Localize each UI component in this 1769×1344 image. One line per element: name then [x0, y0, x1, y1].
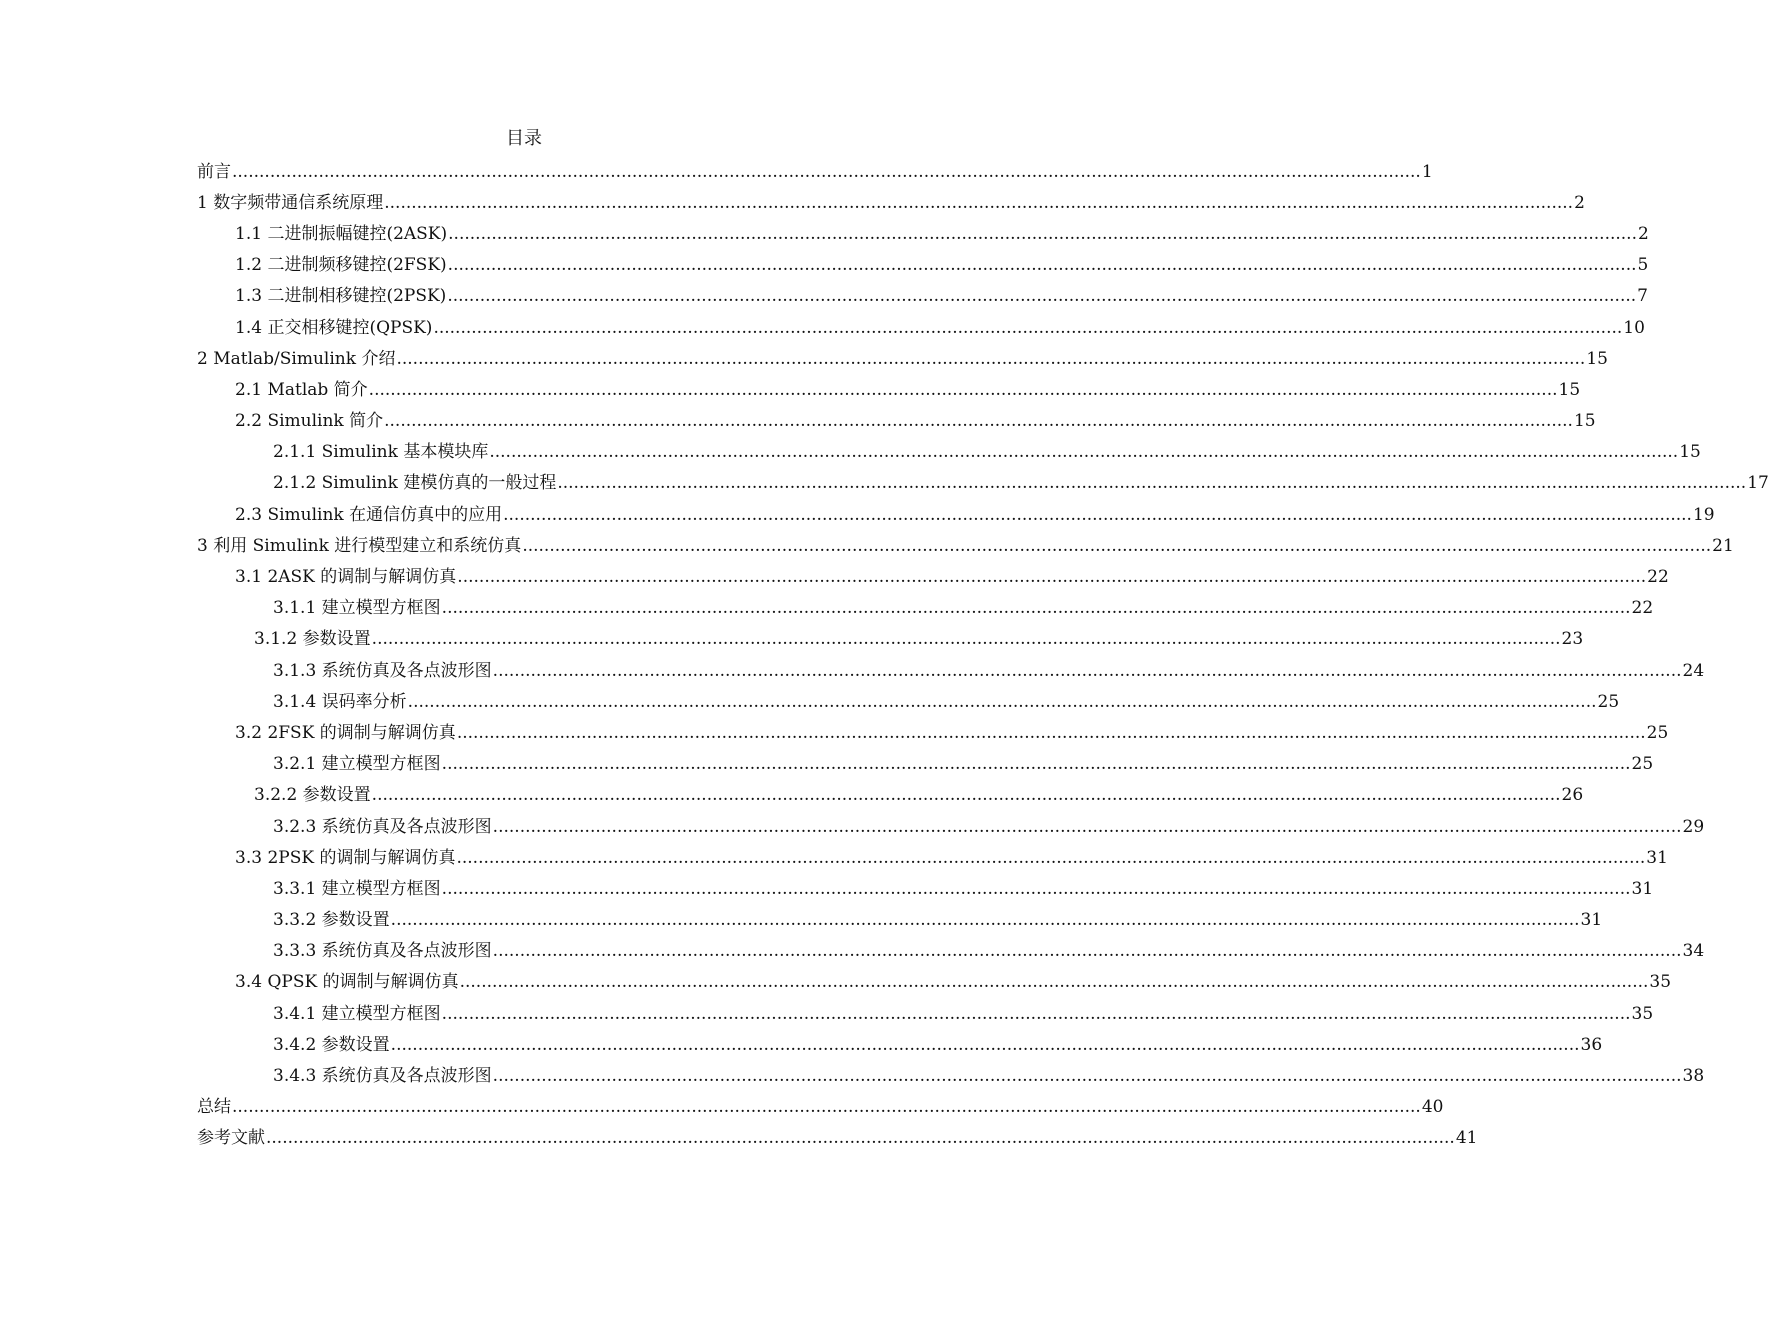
- toc-entry-label: 1.1 二进制振幅键控(2ASK): [235, 223, 448, 244]
- toc-entry-page: 40: [1421, 1097, 1444, 1118]
- toc-entry-page: 38: [1682, 1066, 1705, 1087]
- toc-entry-label: 2 Matlab/Simulink 介绍: [197, 348, 396, 369]
- toc-entry-page: 5: [1637, 255, 1649, 276]
- toc-leader-dots: ............................................................................................................................................................................................................................: [384, 411, 1573, 432]
- toc-leader-dots: ............................................................................................................................................................................................................................: [492, 660, 1682, 681]
- toc-entry-label: 3.4 QPSK 的调制与解调仿真: [235, 972, 459, 993]
- toc-entry-page: 15: [1558, 379, 1581, 400]
- toc-entry-label: 1.3 二进制相移键控(2PSK): [235, 286, 447, 307]
- toc-leader-dots: ............................................................................................................................................................................................................................: [492, 816, 1682, 837]
- toc-entry[interactable]: [197, 780, 1584, 811]
- toc-entry-page: 21: [1712, 535, 1734, 556]
- toc-entry[interactable]: [197, 936, 1705, 967]
- toc-entry-label: 1.4 正交相移键控(QPSK): [235, 317, 433, 338]
- toc-entry-label: 3.4.1 建立模型方框图: [273, 1003, 441, 1024]
- toc-entry-label: 2.1 Matlab 简介: [235, 379, 368, 400]
- toc-entry[interactable]: [197, 749, 1654, 780]
- toc-entry[interactable]: [197, 873, 1654, 904]
- toc-entry[interactable]: [197, 1029, 1603, 1060]
- toc-entry-page: 36: [1580, 1034, 1603, 1055]
- toc-entry-label: 参考文献: [197, 1128, 265, 1149]
- toc-leader-dots: ............................................................................................................................................................................................................................: [492, 1066, 1682, 1087]
- toc-entry[interactable]: [197, 686, 1620, 717]
- toc-entry[interactable]: [197, 374, 1581, 405]
- toc-leader-dots: ............................................................................................................................................................................................................................: [441, 754, 1631, 775]
- toc-entry-page: 2: [1638, 223, 1649, 244]
- toc-title: 目录: [506, 128, 542, 149]
- toc-entry-page: 31: [1580, 910, 1603, 931]
- toc-entry-label: 3.2.1 建立模型方框图: [273, 754, 441, 775]
- toc-entry-page: 22: [1647, 567, 1669, 588]
- toc-entry[interactable]: [197, 842, 1668, 873]
- toc-entry-page: 25: [1646, 722, 1669, 743]
- toc-entry[interactable]: [197, 717, 1669, 748]
- toc-entry-label: 3.1.1 建立模型方框图: [273, 598, 441, 619]
- toc-leader-dots: ............................................................................................................................................................................................................................: [447, 255, 1637, 276]
- toc-entry[interactable]: [197, 218, 1649, 249]
- toc-entry[interactable]: [197, 437, 1701, 468]
- toc-leader-dots: ............................................................................................................................................................................................................................: [492, 941, 1682, 962]
- toc-entry-label: 3.1 2ASK 的调制与解调仿真: [235, 567, 457, 588]
- toc-entry[interactable]: [197, 561, 1669, 592]
- toc-entry-page: 29: [1682, 816, 1705, 837]
- toc-leader-dots: ............................................................................................................................................................................................................................: [232, 161, 1421, 182]
- toc-entry-page: 25: [1597, 691, 1620, 712]
- toc-entry[interactable]: [197, 811, 1705, 842]
- toc-leader-dots: ............................................................................................................................................................................................................................: [384, 192, 1574, 213]
- toc-entry-label: 2.1.1 Simulink 基本模块库: [273, 442, 489, 463]
- toc-entry[interactable]: [197, 156, 1433, 187]
- toc-leader-dots: ............................................................................................................................................................................................................................: [441, 878, 1631, 899]
- toc-entry-page: 31: [1631, 878, 1654, 899]
- toc-entry-label: 1.2 二进制频移键控(2FSK): [235, 255, 447, 276]
- toc-leader-dots: ............................................................................................................................................................................................................................: [390, 1034, 1580, 1055]
- toc-entry[interactable]: [197, 312, 1645, 343]
- toc-entry-label: 3.3.3 系统仿真及各点波形图: [273, 941, 492, 962]
- toc-leader-dots: ............................................................................................................................................................................................................................: [266, 1128, 1455, 1149]
- toc-leader-dots: ............................................................................................................................................................................................................................: [390, 910, 1580, 931]
- toc-entry-label: 3.2 2FSK 的调制与解调仿真: [235, 722, 456, 743]
- toc-leader-dots: ............................................................................................................................................................................................................................: [441, 598, 1631, 619]
- toc-entry-page: 34: [1682, 941, 1705, 962]
- toc-leader-dots: ............................................................................................................................................................................................................................: [407, 691, 1597, 712]
- toc-entry-page: 22: [1631, 598, 1654, 619]
- toc-entry[interactable]: [197, 281, 1648, 312]
- toc-leader-dots: ............................................................................................................................................................................................................................: [441, 1003, 1631, 1024]
- toc-leader-dots: ............................................................................................................................................................................................................................: [557, 473, 1747, 494]
- toc-entry[interactable]: [197, 468, 1769, 499]
- toc-leader-dots: ............................................................................................................................................................................................................................: [489, 442, 1679, 463]
- toc-entry[interactable]: [197, 1123, 1478, 1154]
- toc-entry-label: 3.3.1 建立模型方框图: [273, 878, 441, 899]
- toc-entry-page: 24: [1682, 660, 1705, 681]
- toc-entry-label: 3.4.2 参数设置: [273, 1034, 390, 1055]
- toc-entry[interactable]: [197, 250, 1649, 281]
- toc-leader-dots: ............................................................................................................................................................................................................................: [457, 567, 1647, 588]
- toc-entry-label: 3.3.2 参数设置: [273, 910, 390, 931]
- toc-leader-dots: ............................................................................................................................................................................................................................: [456, 847, 1646, 868]
- toc-entry-page: 15: [1573, 411, 1596, 432]
- toc-entry-page: 7: [1637, 286, 1648, 307]
- toc-entry-page: 25: [1631, 754, 1654, 775]
- toc-entry-label: 总结: [197, 1097, 231, 1118]
- toc-entry-label: 3.4.3 系统仿真及各点波形图: [273, 1066, 492, 1087]
- toc-leader-dots: ............................................................................................................................................................................................................................: [371, 629, 1561, 650]
- toc-leader-dots: ............................................................................................................................................................................................................................: [522, 535, 1712, 556]
- toc-leader-dots: ............................................................................................................................................................................................................................: [503, 504, 1692, 525]
- toc-leader-dots: ............................................................................................................................................................................................................................: [447, 286, 1637, 307]
- toc-entry[interactable]: [197, 655, 1705, 686]
- toc-entry[interactable]: [197, 624, 1584, 655]
- toc-entry-label: 1 数字频带通信系统原理: [197, 192, 384, 213]
- toc-entry-page: 31: [1646, 847, 1668, 868]
- toc-leader-dots: ............................................................................................................................................................................................................................: [459, 972, 1649, 993]
- toc-entry[interactable]: [197, 530, 1734, 561]
- toc-leader-dots: ............................................................................................................................................................................................................................: [456, 722, 1646, 743]
- toc-leader-dots: ............................................................................................................................................................................................................................: [448, 223, 1637, 244]
- toc-entry-page: 26: [1561, 785, 1584, 806]
- toc-entry-page: 19: [1692, 504, 1715, 525]
- toc-entry-label: 3.1.2 参数设置: [254, 629, 371, 650]
- toc-entry-label: 2.2 Simulink 简介: [235, 411, 384, 432]
- toc-entry[interactable]: [197, 967, 1672, 998]
- toc-entry[interactable]: [197, 998, 1654, 1029]
- toc-entry[interactable]: [197, 905, 1603, 936]
- toc-entry-label: 前言: [197, 161, 231, 182]
- table-of-contents: [197, 156, 1769, 1154]
- toc-entry-label: 3.2.3 系统仿真及各点波形图: [273, 816, 492, 837]
- toc-entry[interactable]: [197, 1060, 1705, 1091]
- toc-entry-page: 2: [1574, 192, 1585, 213]
- toc-entry-label: 3.2.2 参数设置: [254, 785, 371, 806]
- toc-entry-page: 35: [1631, 1003, 1654, 1024]
- toc-entry[interactable]: [197, 343, 1608, 374]
- toc-entry-page: 15: [1679, 442, 1701, 463]
- toc-leader-dots: ............................................................................................................................................................................................................................: [368, 379, 1558, 400]
- toc-entry-label: 3.1.4 误码率分析: [273, 691, 407, 712]
- toc-entry[interactable]: [197, 499, 1715, 530]
- toc-entry[interactable]: [197, 1092, 1444, 1123]
- toc-entry-page: 35: [1649, 972, 1672, 993]
- toc-entry-page: 10: [1623, 317, 1645, 338]
- toc-entry-page: 15: [1586, 348, 1608, 369]
- toc-entry[interactable]: [197, 187, 1585, 218]
- toc-entry[interactable]: [197, 406, 1596, 437]
- toc-leader-dots: ............................................................................................................................................................................................................................: [396, 348, 1586, 369]
- toc-entry[interactable]: [197, 593, 1654, 624]
- toc-entry-page: 41: [1455, 1128, 1478, 1149]
- toc-entry-label: 2.3 Simulink 在通信仿真中的应用: [235, 504, 503, 525]
- toc-entry-page: 23: [1561, 629, 1584, 650]
- toc-leader-dots: ............................................................................................................................................................................................................................: [232, 1097, 1421, 1118]
- toc-leader-dots: ............................................................................................................................................................................................................................: [371, 785, 1561, 806]
- toc-entry-page: 1: [1421, 161, 1433, 182]
- toc-entry-label: 3.3 2PSK 的调制与解调仿真: [235, 847, 456, 868]
- toc-entry-label: 3.1.3 系统仿真及各点波形图: [273, 660, 492, 681]
- toc-entry-label: 3 利用 Simulink 进行模型建立和系统仿真: [197, 535, 522, 556]
- toc-entry-page: 17: [1747, 473, 1769, 494]
- toc-leader-dots: ............................................................................................................................................................................................................................: [433, 317, 1623, 338]
- toc-entry-label: 2.1.2 Simulink 建模仿真的一般过程: [273, 473, 557, 494]
